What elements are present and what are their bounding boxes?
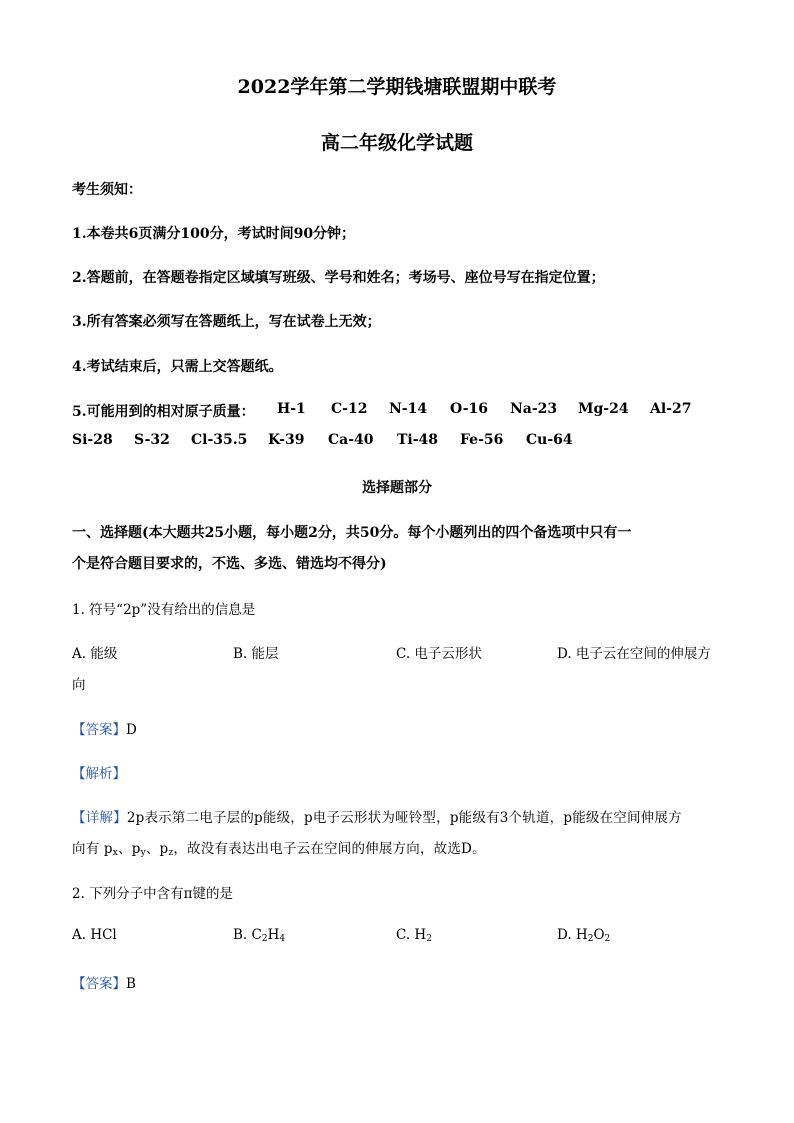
subscript: y	[140, 848, 146, 858]
option-text: O	[593, 927, 605, 943]
subscript: 2	[426, 934, 432, 944]
mass-label: 5.可能用到的相对原子质量：	[72, 404, 255, 420]
option-text: H	[267, 927, 280, 943]
detail-text: 、p	[145, 841, 169, 857]
q1-answer	[72, 718, 137, 738]
mass-k: K-39	[268, 432, 305, 448]
q2-option-b	[233, 927, 285, 943]
detail-text: ，故没有表达出电子云在空间的伸展方向，故选D。	[173, 841, 486, 857]
mass-fe: Fe-56	[460, 432, 504, 448]
detail-text: 2p表示第二电子层的p能级，p电子云形状为哑铃型，p能级有3个轨道，p能级在空间伸展方	[126, 810, 682, 826]
mass-o: O-16	[450, 401, 489, 417]
subscript: 2	[604, 934, 611, 944]
subscript: 2	[261, 934, 268, 944]
mass-n: N-14	[389, 401, 428, 417]
mass-h: H-1	[277, 401, 306, 417]
q1-detail-line2	[72, 837, 486, 857]
option-text: D. H	[557, 927, 588, 943]
q1-option-a: A. 能级	[72, 646, 118, 662]
q2-answer	[72, 972, 136, 992]
exam-subtitle: 高二年级化学试题	[320, 132, 473, 154]
mass-cl: Cl-35.5	[191, 432, 248, 448]
mass-cu: Cu-64	[526, 432, 573, 448]
subscript: 4	[279, 934, 286, 944]
notice-item-3: 3.所有答案必须写在答题纸上，写在试卷上无效；	[72, 314, 381, 330]
answer-value: B	[126, 976, 136, 992]
answer-label: 【答案】	[72, 976, 126, 992]
detail-label: 【详解】	[72, 810, 127, 826]
notice-item-4: 4.考试结束后，只需上交答题纸。	[72, 359, 283, 375]
q2-stem: 2. 下列分子中含有π键的是	[72, 886, 234, 902]
q1-option-c: C. 电子云形状	[396, 646, 482, 662]
mass-s: S-32	[134, 432, 170, 448]
answer-label: 【答案】	[72, 722, 126, 738]
q1-detail-line1	[72, 806, 682, 826]
subscript: z	[168, 848, 174, 858]
notice-heading: 考生须知：	[72, 182, 142, 198]
notice-item-1: 1.本卷共6页满分100分，考试时间90分钟；	[72, 226, 356, 242]
q1-stem: 1. 符号“2p”没有给出的信息是	[72, 602, 256, 618]
mass-si: Si-28	[72, 432, 113, 448]
mass-c: C-12	[331, 401, 368, 417]
q1-analysis-label: 【解析】	[72, 766, 126, 782]
section-instruction-line1: 一、选择题(本大题共25小题，每小题2分，共50分。每个小题列出的四个备选项中只有一	[72, 525, 632, 541]
answer-value: D	[126, 722, 137, 738]
option-text: C. H	[396, 927, 427, 943]
mass-ti: Ti-48	[397, 432, 439, 448]
subscript: 2	[587, 934, 594, 944]
section-instruction-line2: 个是符合题目要求的，不选、多选、错选均不得分)	[72, 556, 387, 572]
subscript: x	[112, 848, 119, 858]
detail-text: 向有 p	[72, 841, 113, 857]
q1-option-d: D. 电子云在空间的伸展方	[557, 646, 711, 662]
q1-option-b: B. 能层	[233, 646, 279, 662]
q2-option-a: A. HCl	[72, 927, 117, 943]
q2-option-c	[396, 927, 432, 943]
notice-item-2: 2.答题前，在答题卷指定区域填写班级、学号和姓名；考场号、座位号写在指定位置；	[72, 270, 605, 286]
q2-option-d	[557, 927, 610, 943]
q1-option-d-cont: 向	[72, 677, 86, 693]
section-title: 选择题部分	[362, 480, 432, 496]
exam-title: 2022学年第二学期钱塘联盟期中联考	[237, 76, 557, 98]
mass-mg: Mg-24	[578, 401, 629, 417]
detail-text: 、p	[118, 841, 141, 857]
option-text: B. C	[233, 927, 262, 943]
mass-al: Al-27	[650, 401, 692, 417]
mass-ca: Ca-40	[328, 432, 374, 448]
mass-na: Na-23	[510, 401, 558, 417]
